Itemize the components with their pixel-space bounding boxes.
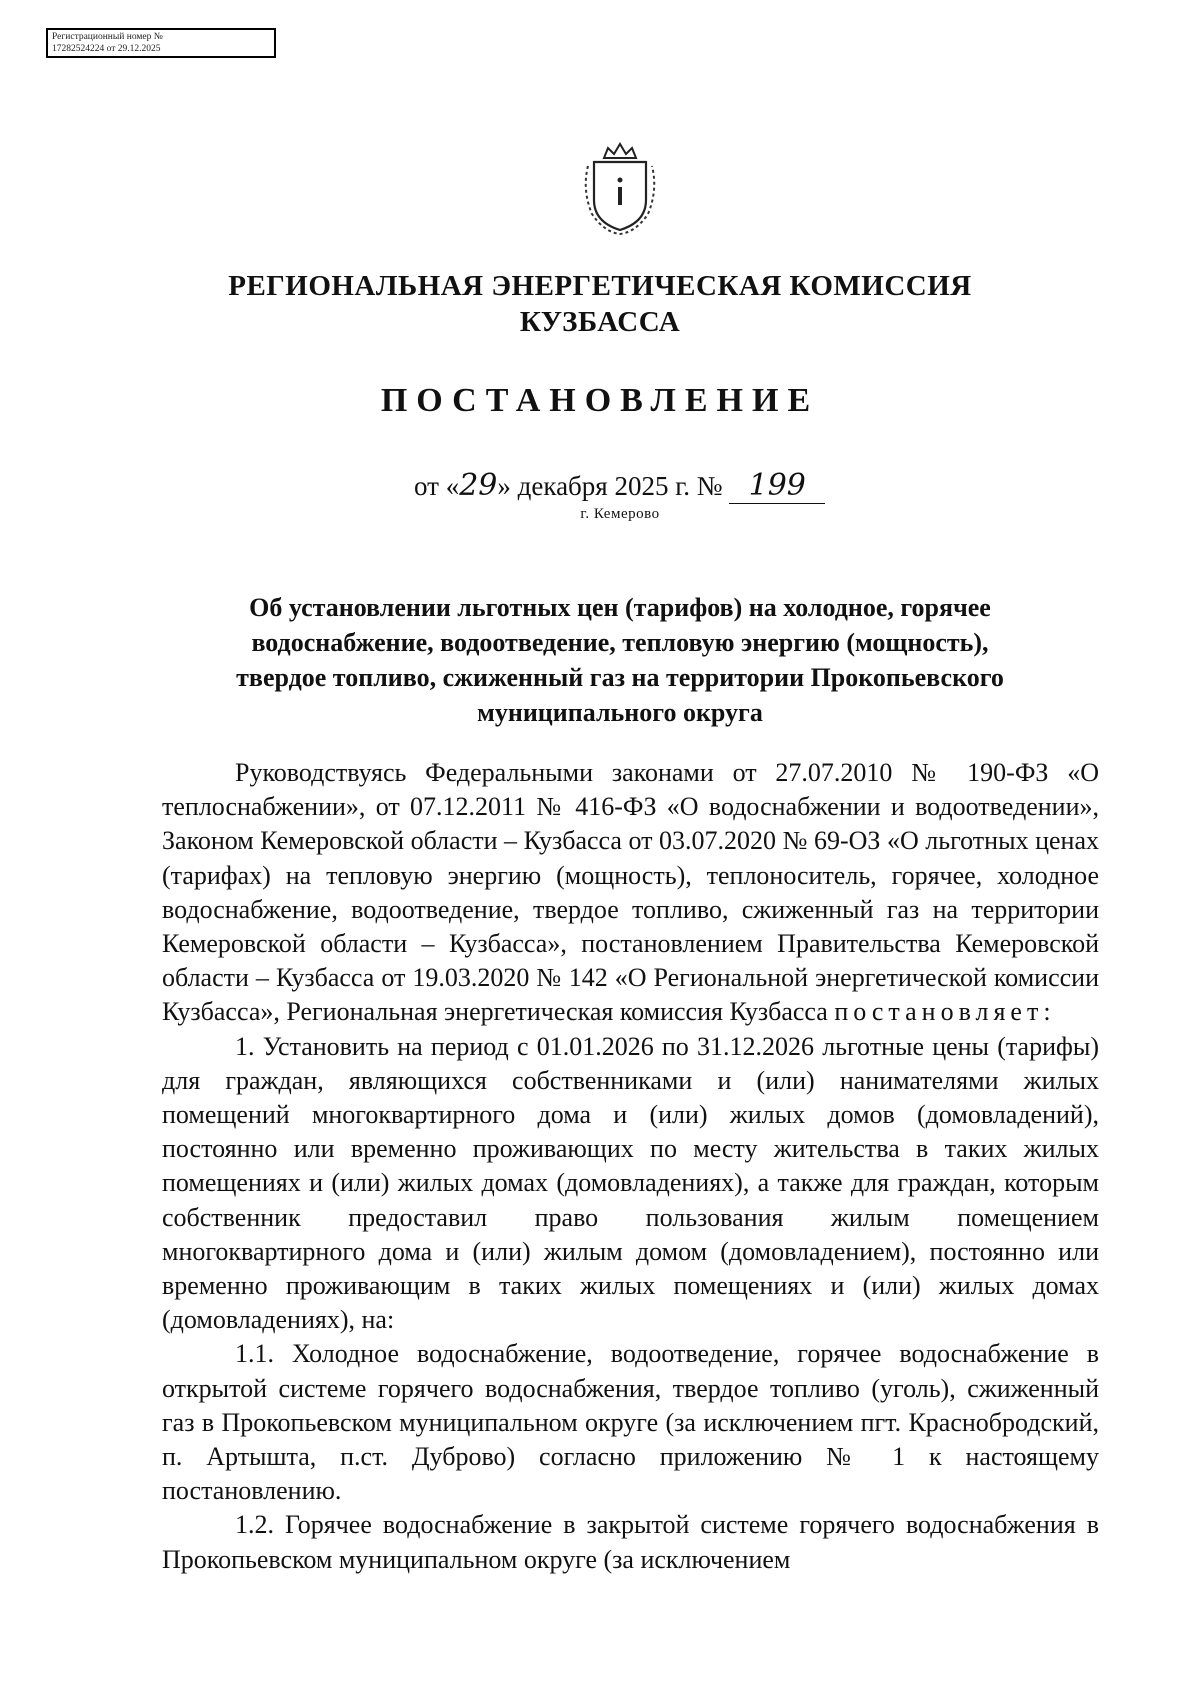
organization-title xyxy=(0,268,1200,340)
kuzbass-coat-of-arms-icon xyxy=(578,140,662,238)
organization-title-line-2: КУЗБАССА xyxy=(519,306,681,338)
subject-line-2: водоснабжение, водоотведение, тепловую энергию (мощность), xyxy=(251,628,989,657)
document-number: 199 xyxy=(729,468,825,504)
date-suffix: » декабря 2025 г. № xyxy=(497,471,723,501)
document-date-line xyxy=(414,468,825,504)
organization-title-line-1: РЕГИОНАЛЬНАЯ ЭНЕРГЕТИЧЕСКАЯ КОМИССИЯ xyxy=(228,270,972,302)
paragraph-1: 1. Установить на период с 01.01.2026 по 31.12.2026 льготные цены (тарифы) для граждан, являющихся собственниками и (или) нанимателями жилых помещений многоквартирного дома и (или) жилых домов (домовладений), постоянно или временно проживающих по месту жительства в таких жилых помещениях и (или) жилых домах (домовладениях), а также для граждан, которым собственник предоставил право пользования жилым помещением многоквартирного дома и (или) жилым домом (домовладением), постоянно или временно проживающим в таких жилых помещениях и (или) жилых домах (домовладениях), на: xyxy=(162,1031,1099,1335)
resolution-verb: постановляет: xyxy=(834,997,1056,1027)
paragraph-preamble xyxy=(162,756,1099,1030)
registration-line-1: Регистрационный номер № xyxy=(52,32,163,42)
document-type: ПОСТАНОВЛЕНИЕ xyxy=(380,382,820,419)
registration-line-2: 17282524224 от 29.12.2025 xyxy=(52,44,161,54)
registration-stamp xyxy=(46,28,276,58)
subject-line-4: муниципального округа xyxy=(477,698,763,727)
document-city: г. Кемерово xyxy=(580,506,660,522)
subject-line-3: твердое топливо, сжиженный газ на территории Прокопьевского xyxy=(236,663,1004,692)
date-day: 29 xyxy=(459,468,498,503)
document-subject xyxy=(190,590,1050,730)
document-body xyxy=(162,756,1099,1577)
date-prefix: от « xyxy=(414,471,460,501)
preamble-text: Руководствуясь Федеральными законами от 27.07.2010 № 190-ФЗ «О теплоснабжении», от 07.12.2011 № 416-ФЗ «О водоснабжении и водоотведении», Законом Кемеровской области – Кузбасса от 03.07.2020 № 69-ОЗ «О льготных ценах (тарифах) на тепловую энергию (мощность), теплоноситель, горячее, холодное водоснабжение, водоотведение, твердое топливо, сжиженный газ на территории Кемеровской области – Кузбасса», постановлением Правительства Кемеровской области – Кузбасса от 19.03.2020 № 142 «О Региональной энергетической комиссии Кузбасса», Региональная энергетическая комиссия Кузбасса xyxy=(162,758,1099,1027)
paragraph-1-1: 1.1. Холодное водоснабжение, водоотведение, горячее водоснабжение в открытой системе горячего водоснабжения, твердое топливо (уголь), сжиженный газ в Прокопьевском муниципальном округе (за исключением пгт. Краснобродский, п. Артышта, п.ст. Дуброво) согласно приложению № 1 к настоящему постановлению. xyxy=(162,1339,1099,1506)
paragraph-1-2: 1.2. Горячее водоснабжение в закрытой системе горячего водоснабжения в Прокопьевском муниципальном округе (за исключением xyxy=(162,1510,1099,1574)
subject-line-1: Об установлении льготных цен (тарифов) на холодное, горячее xyxy=(249,593,991,622)
